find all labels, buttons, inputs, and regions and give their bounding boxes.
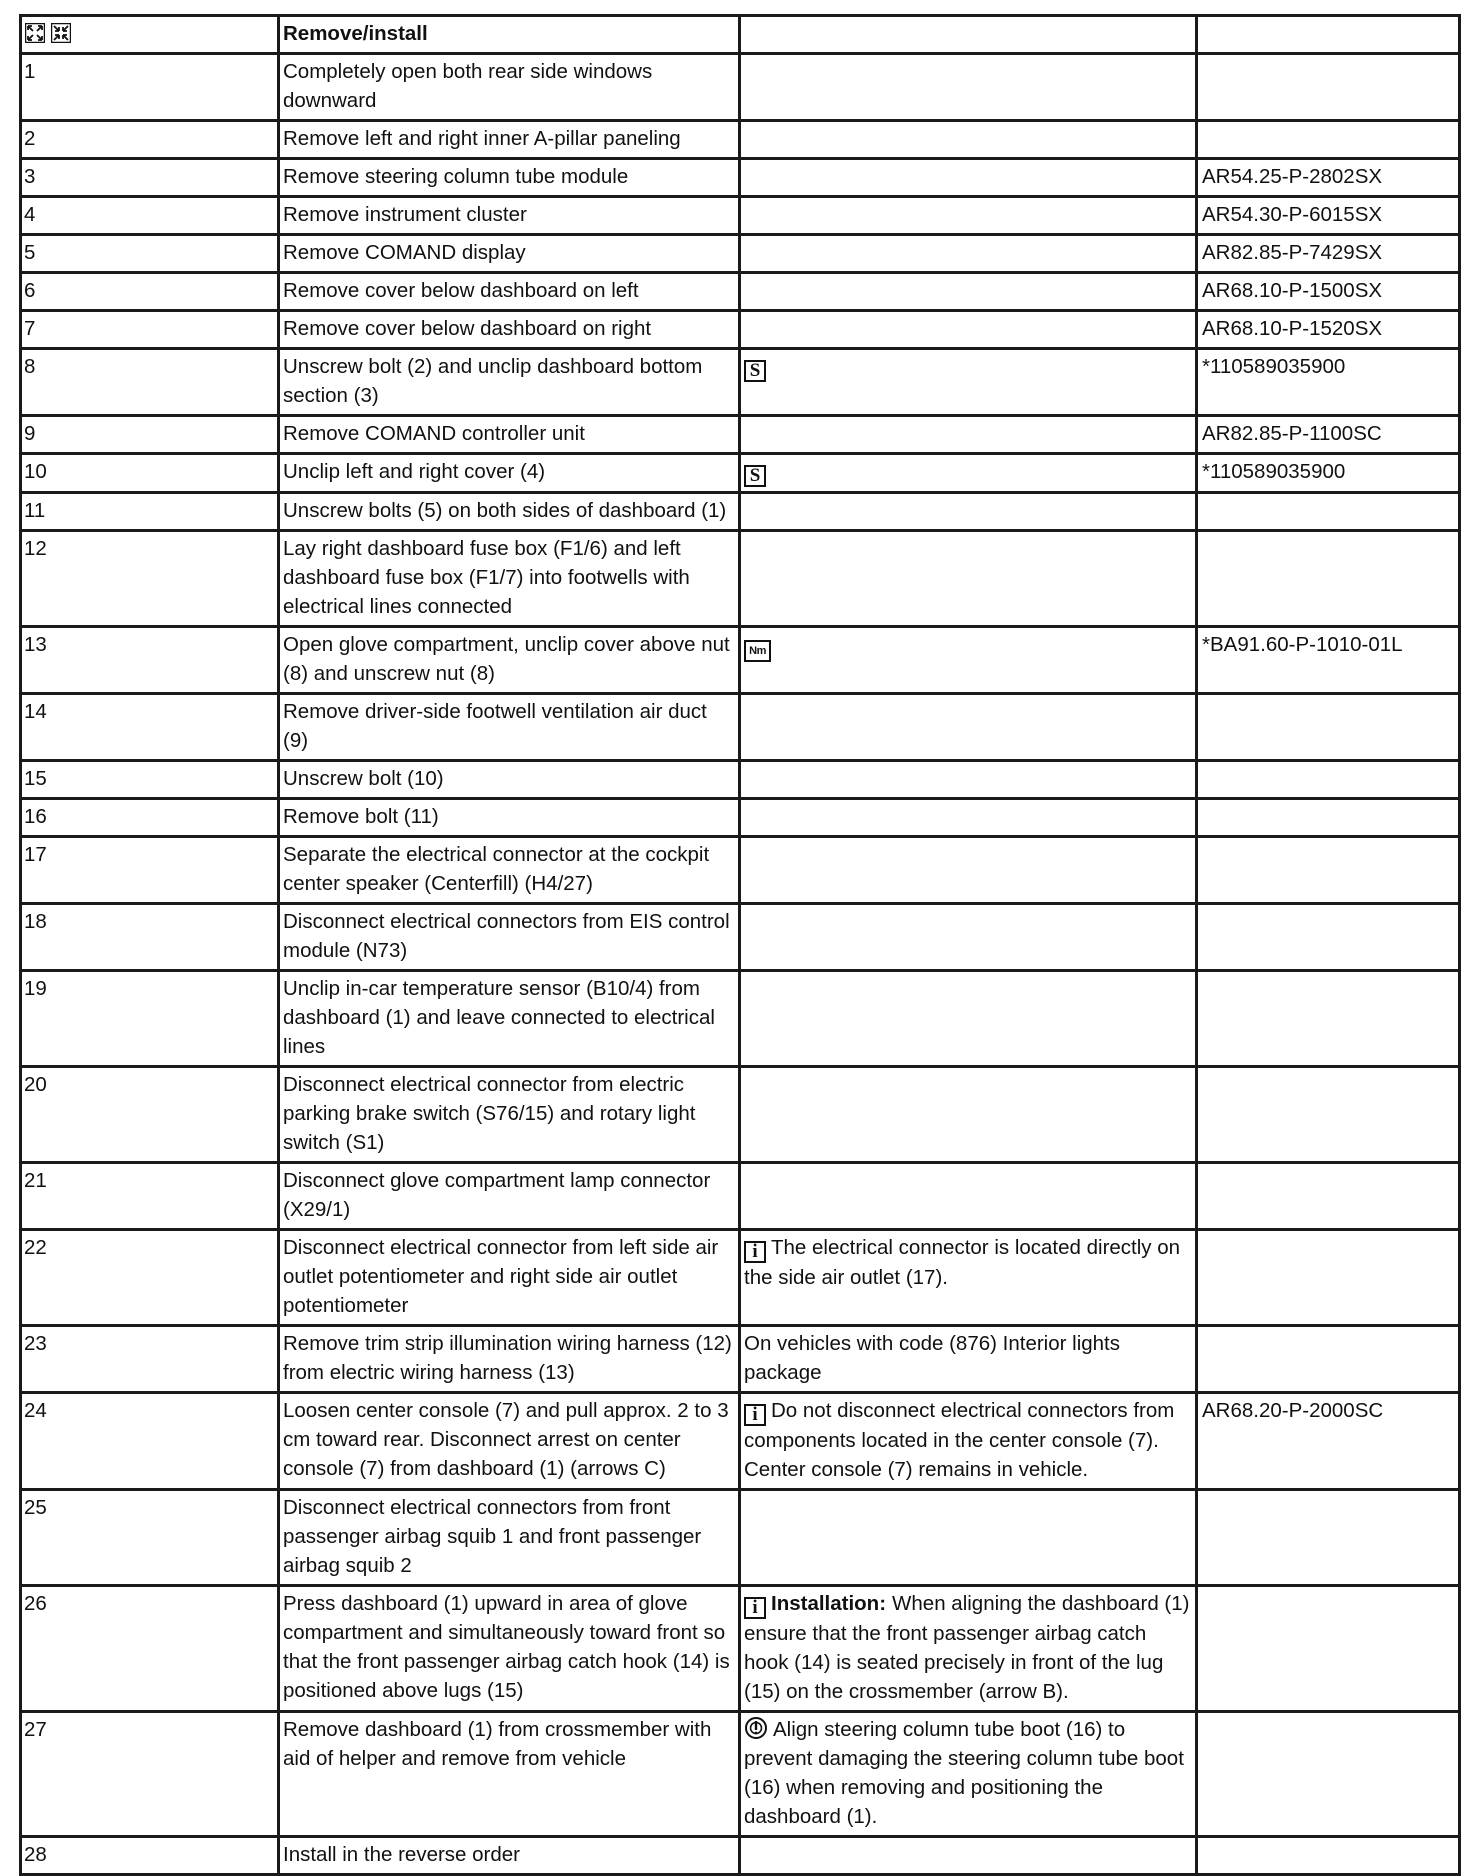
step-number: 16 xyxy=(21,799,279,837)
step-reference[interactable]: *110589035900 xyxy=(1197,454,1460,493)
step-number: 5 xyxy=(21,235,279,273)
step-reference xyxy=(1197,1490,1460,1586)
step-note-cell xyxy=(740,904,1197,971)
step-note-cell xyxy=(740,971,1197,1067)
step-number: 8 xyxy=(21,349,279,416)
step-reference xyxy=(1197,493,1460,531)
step-note-cell xyxy=(740,121,1197,159)
caution-icon xyxy=(744,1716,768,1740)
step-instruction: Remove driver-side footwell ventilation air duct (9) xyxy=(279,694,740,761)
step-note: The electrical connector is located directly on the side air outlet (17). xyxy=(744,1236,1181,1289)
step-instruction: Disconnect electrical connectors from front passenger airbag squib 1 and front passenger airbag squib 2 xyxy=(279,1490,740,1586)
step-note-cell xyxy=(740,761,1197,799)
step-reference xyxy=(1197,904,1460,971)
table-row xyxy=(21,1067,1460,1163)
step-number: 13 xyxy=(21,627,279,694)
table-row xyxy=(21,904,1460,971)
step-reference xyxy=(1197,971,1460,1067)
step-note-cell xyxy=(740,454,1197,493)
step-note-cell xyxy=(740,531,1197,627)
step-note-cell xyxy=(740,273,1197,311)
step-number: 22 xyxy=(21,1230,279,1326)
table-row xyxy=(21,1586,1460,1712)
step-instruction: Separate the electrical connector at the cockpit center speaker (Centerfill) (H4/27) xyxy=(279,837,740,904)
step-note: Do not disconnect electrical connectors from components located in the center console (7). Center console (7) remains in vehicle. xyxy=(744,1399,1175,1481)
header-references xyxy=(1197,16,1460,54)
table-row xyxy=(21,54,1460,121)
step-note-cell xyxy=(740,799,1197,837)
step-number: 26 xyxy=(21,1586,279,1712)
expand-icon[interactable] xyxy=(25,23,45,43)
step-reference xyxy=(1197,1712,1460,1837)
step-reference xyxy=(1197,799,1460,837)
step-note-cell xyxy=(740,837,1197,904)
table-row xyxy=(21,971,1460,1067)
table-row xyxy=(21,1712,1460,1837)
step-reference xyxy=(1197,1163,1460,1230)
table-row xyxy=(21,1163,1460,1230)
table-row xyxy=(21,454,1460,493)
step-reference[interactable]: AR68.10-P-1520SX xyxy=(1197,311,1460,349)
table-row xyxy=(21,311,1460,349)
step-reference xyxy=(1197,121,1460,159)
special-tool-icon: S xyxy=(744,360,766,382)
step-reference xyxy=(1197,837,1460,904)
step-number: 25 xyxy=(21,1490,279,1586)
step-instruction: Unclip in-car temperature sensor (B10/4) from dashboard (1) and leave connected to electrical lines xyxy=(279,971,740,1067)
step-number: 27 xyxy=(21,1712,279,1837)
table-row xyxy=(21,694,1460,761)
table-row xyxy=(21,1326,1460,1393)
torque-icon: Nm xyxy=(744,640,771,662)
step-instruction: Unscrew bolt (10) xyxy=(279,761,740,799)
step-number: 4 xyxy=(21,197,279,235)
step-note-cell xyxy=(740,493,1197,531)
step-note-cell xyxy=(740,311,1197,349)
step-reference xyxy=(1197,54,1460,121)
step-note-cell xyxy=(740,1586,1197,1712)
step-instruction: Completely open both rear side windows downward xyxy=(279,54,740,121)
step-note-cell xyxy=(740,627,1197,694)
step-reference xyxy=(1197,531,1460,627)
step-number: 14 xyxy=(21,694,279,761)
step-number: 2 xyxy=(21,121,279,159)
step-instruction: Remove COMAND display xyxy=(279,235,740,273)
step-reference[interactable]: *110589035900 xyxy=(1197,349,1460,416)
step-number: 24 xyxy=(21,1393,279,1490)
step-instruction: Remove dashboard (1) from crossmember with aid of helper and remove from vehicle xyxy=(279,1712,740,1837)
step-note-cell xyxy=(740,235,1197,273)
step-number: 3 xyxy=(21,159,279,197)
step-note-cell xyxy=(740,1067,1197,1163)
step-instruction: Install in the reverse order xyxy=(279,1837,740,1875)
step-reference xyxy=(1197,1230,1460,1326)
step-note-cell xyxy=(740,1230,1197,1326)
step-reference[interactable]: AR54.25-P-2802SX xyxy=(1197,159,1460,197)
step-number: 11 xyxy=(21,493,279,531)
table-row xyxy=(21,159,1460,197)
step-instruction: Remove COMAND controller unit xyxy=(279,416,740,454)
step-reference[interactable]: AR54.30-P-6015SX xyxy=(1197,197,1460,235)
step-instruction: Remove instrument cluster xyxy=(279,197,740,235)
step-instruction: Press dashboard (1) upward in area of glove compartment and simultaneously toward front so that the front passenger airbag catch hook (14) is positioned above lugs (15) xyxy=(279,1586,740,1712)
step-reference[interactable]: AR68.10-P-1500SX xyxy=(1197,273,1460,311)
step-reference xyxy=(1197,1837,1460,1875)
step-note-cell xyxy=(740,1326,1197,1393)
table-row xyxy=(21,273,1460,311)
step-note: On vehicles with code (876) Interior lights package xyxy=(744,1332,1121,1384)
step-note-cell xyxy=(740,349,1197,416)
step-number: 12 xyxy=(21,531,279,627)
table-row xyxy=(21,627,1460,694)
step-reference[interactable]: AR68.20-P-2000SC xyxy=(1197,1393,1460,1490)
step-note-cell xyxy=(740,1837,1197,1875)
procedure-table xyxy=(19,14,1461,1876)
step-reference xyxy=(1197,1586,1460,1712)
header-remove-install: Remove/install xyxy=(279,16,740,54)
collapse-icon[interactable] xyxy=(51,23,71,43)
info-icon: i xyxy=(744,1241,766,1263)
step-instruction: Remove cover below dashboard on left xyxy=(279,273,740,311)
step-instruction: Remove steering column tube module xyxy=(279,159,740,197)
work-instruction-document xyxy=(19,14,1458,1876)
table-row xyxy=(21,799,1460,837)
step-note-cell xyxy=(740,694,1197,761)
step-number: 10 xyxy=(21,454,279,493)
step-number: 28 xyxy=(21,1837,279,1875)
step-note: Align steering column tube boot (16) to prevent damaging the steering column tube boot (16) when removing and positioning the dashboard (1). xyxy=(744,1718,1184,1828)
step-reference xyxy=(1197,1067,1460,1163)
table-row xyxy=(21,1230,1460,1326)
step-note-cell xyxy=(740,1712,1197,1837)
special-tool-icon: S xyxy=(744,465,766,487)
step-number: 17 xyxy=(21,837,279,904)
step-instruction: Disconnect electrical connectors from EIS control module (N73) xyxy=(279,904,740,971)
info-icon: i xyxy=(744,1404,766,1426)
step-instruction: Disconnect glove compartment lamp connector (X29/1) xyxy=(279,1163,740,1230)
table-row xyxy=(21,235,1460,273)
step-reference[interactable]: *BA91.60-P-1010-01L xyxy=(1197,627,1460,694)
table-row xyxy=(21,416,1460,454)
table-row xyxy=(21,837,1460,904)
step-number: 18 xyxy=(21,904,279,971)
step-note-cell xyxy=(740,416,1197,454)
step-instruction: Unclip left and right cover (4) xyxy=(279,454,740,493)
step-note-cell xyxy=(740,1490,1197,1586)
table-row xyxy=(21,761,1460,799)
step-instruction: Disconnect electrical connector from electric parking brake switch (S76/15) and rotary light switch (S1) xyxy=(279,1067,740,1163)
table-row xyxy=(21,1490,1460,1586)
table-row xyxy=(21,197,1460,235)
step-instruction: Remove left and right inner A-pillar paneling xyxy=(279,121,740,159)
step-reference[interactable]: AR82.85-P-7429SX xyxy=(1197,235,1460,273)
note-label: Installation: xyxy=(771,1592,887,1615)
step-number: 19 xyxy=(21,971,279,1067)
step-instruction: Unscrew bolts (5) on both sides of dashboard (1) xyxy=(279,493,740,531)
step-note-cell xyxy=(740,1393,1197,1490)
step-note: When aligning the dashboard (1) ensure that the front passenger airbag catch hook (14) is seated precisely in front of the lug (15) on the crossmember (arrow B). xyxy=(744,1592,1190,1703)
table-row xyxy=(21,121,1460,159)
step-number: 20 xyxy=(21,1067,279,1163)
step-number: 15 xyxy=(21,761,279,799)
table-row xyxy=(21,349,1460,416)
step-number: 9 xyxy=(21,416,279,454)
table-row xyxy=(21,531,1460,627)
step-instruction: Remove trim strip illumination wiring harness (12) from electric wiring harness (13) xyxy=(279,1326,740,1393)
table-row xyxy=(21,1837,1460,1875)
step-number: 1 xyxy=(21,54,279,121)
step-number: 21 xyxy=(21,1163,279,1230)
step-reference xyxy=(1197,761,1460,799)
step-reference xyxy=(1197,694,1460,761)
step-number: 7 xyxy=(21,311,279,349)
step-instruction: Loosen center console (7) and pull approx. 2 to 3 cm toward rear. Disconnect arrest on center console (7) from dashboard (1) (arrows C) xyxy=(279,1393,740,1490)
header-notes xyxy=(740,16,1197,54)
table-header-row xyxy=(21,16,1460,54)
step-number: 6 xyxy=(21,273,279,311)
step-number: 23 xyxy=(21,1326,279,1393)
step-instruction: Disconnect electrical connector from left side air outlet potentiometer and right side air outlet potentiometer xyxy=(279,1230,740,1326)
header-icons-cell xyxy=(21,16,279,54)
info-icon: i xyxy=(744,1597,766,1619)
table-row xyxy=(21,493,1460,531)
table-row xyxy=(21,1393,1460,1490)
step-instruction: Lay right dashboard fuse box (F1/6) and left dashboard fuse box (F1/7) into footwells with electrical lines connected xyxy=(279,531,740,627)
step-instruction: Remove cover below dashboard on right xyxy=(279,311,740,349)
step-reference[interactable]: AR82.85-P-1100SC xyxy=(1197,416,1460,454)
step-note-cell xyxy=(740,1163,1197,1230)
step-instruction: Remove bolt (11) xyxy=(279,799,740,837)
step-instruction: Unscrew bolt (2) and unclip dashboard bottom section (3) xyxy=(279,349,740,416)
step-note-cell xyxy=(740,54,1197,121)
step-note-cell xyxy=(740,159,1197,197)
step-reference xyxy=(1197,1326,1460,1393)
step-note-cell xyxy=(740,197,1197,235)
step-instruction: Open glove compartment, unclip cover above nut (8) and unscrew nut (8) xyxy=(279,627,740,694)
